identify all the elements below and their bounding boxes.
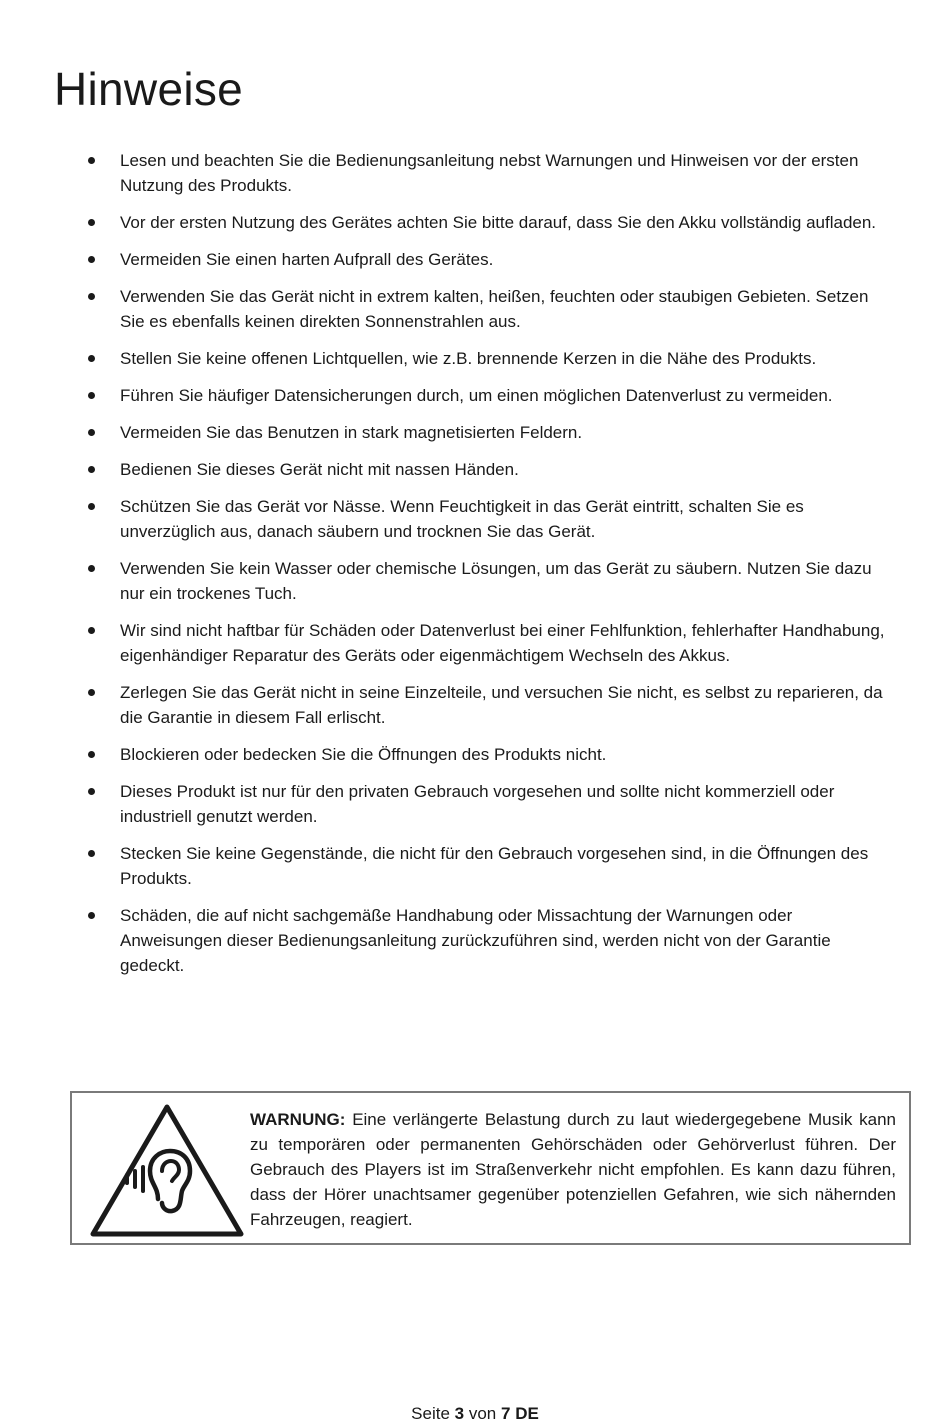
list-item: Verwenden Sie kein Wasser oder chemische Lösungen, um das Gerät zu säubern. Nutzen Sie dazu nur ein trockenes Tuch. xyxy=(0,556,950,606)
notes-list xyxy=(0,148,950,990)
list-item: Blockieren oder bedecken Sie die Öffnungen des Produkts nicht. xyxy=(0,742,950,767)
list-item: Verwenden Sie das Gerät nicht in extrem kalten, heißen, feuchten oder staubigen Gebieten. Setzen Sie es ebenfalls keinen direkten Sonnenstrahlen aus. xyxy=(0,284,950,334)
list-item: Lesen und beachten Sie die Bedienungsanleitung nebst Warnungen und Hinweisen vor der ersten Nutzung des Produkts. xyxy=(0,148,950,198)
list-item: Vermeiden Sie das Benutzen in stark magnetisierten Feldern. xyxy=(0,420,950,445)
warning-text xyxy=(250,1107,896,1232)
page-title: Hinweise xyxy=(54,63,244,115)
list-item: Zerlegen Sie das Gerät nicht in seine Einzelteile, und versuchen Sie nicht, es selbst zu reparieren, da die Garantie in diesem Fall erlischt. xyxy=(0,680,950,730)
list-item: Vor der ersten Nutzung des Gerätes achten Sie bitte darauf, dass Sie den Akku vollständig aufladen. xyxy=(0,210,950,235)
current-page-number: 3 xyxy=(454,1404,465,1423)
list-item: Stecken Sie keine Gegenstände, die nicht für den Gebrauch vorgesehen sind, in die Öffnungen des Produkts. xyxy=(0,841,950,891)
list-item: Wir sind nicht haftbar für Schäden oder Datenverlust bei einer Fehlfunktion, fehlerhafter Handhabung, eigenhändiger Reparatur des Geräts oder eigenmächtigem Wechseln des Akkus. xyxy=(0,618,950,668)
warning-box xyxy=(70,1091,911,1245)
list-item: Führen Sie häufiger Datensicherungen durch, um einen möglichen Datenverlust zu vermeiden. xyxy=(0,383,950,408)
list-item: Schäden, die auf nicht sachgemäße Handhabung oder Missachtung der Warnungen oder Anweisungen dieser Bedienungsanleitung zurückzuführen sind, werden nicht von der Garantie gedeckt. xyxy=(0,903,950,978)
warning-body: Eine verlängerte Belastung durch zu laut wiedergegebene Musik kann zu temporären oder permanenten Gehörschäden oder Gehörverlust führen. Der Gebrauch des Players ist im Straßenverkehr nicht empfohlen. Es kann dazu führen, dass der Hörer unachtsamer gegenüber potenziellen Gefahren, wie sich nähernden Fahrzeugen, reagiert. xyxy=(250,1110,896,1229)
total-pages-number: 7 xyxy=(501,1404,511,1423)
language-code: DE xyxy=(515,1404,539,1423)
list-item: Schützen Sie das Gerät vor Nässe. Wenn Feuchtigkeit in das Gerät eintritt, schalten Sie es unverzüglich aus, danach säubern und trocknen Sie das Gerät. xyxy=(0,494,950,544)
footer-prefix: Seite xyxy=(411,1404,450,1423)
hearing-warning-icon xyxy=(88,1101,246,1239)
list-item: Dieses Produkt ist nur für den privaten Gebrauch vorgesehen und sollte nicht kommerziell oder industriell genutzt werden. xyxy=(0,779,950,829)
list-item: Bedienen Sie dieses Gerät nicht mit nassen Händen. xyxy=(0,457,950,482)
footer-separator: von xyxy=(468,1404,497,1423)
list-item: Stellen Sie keine offenen Lichtquellen, wie z.B. brennende Kerzen in die Nähe des Produkts. xyxy=(0,346,950,371)
list-item: Vermeiden Sie einen harten Aufprall des Gerätes. xyxy=(0,247,950,272)
warning-label: WARNUNG: xyxy=(250,1110,346,1129)
